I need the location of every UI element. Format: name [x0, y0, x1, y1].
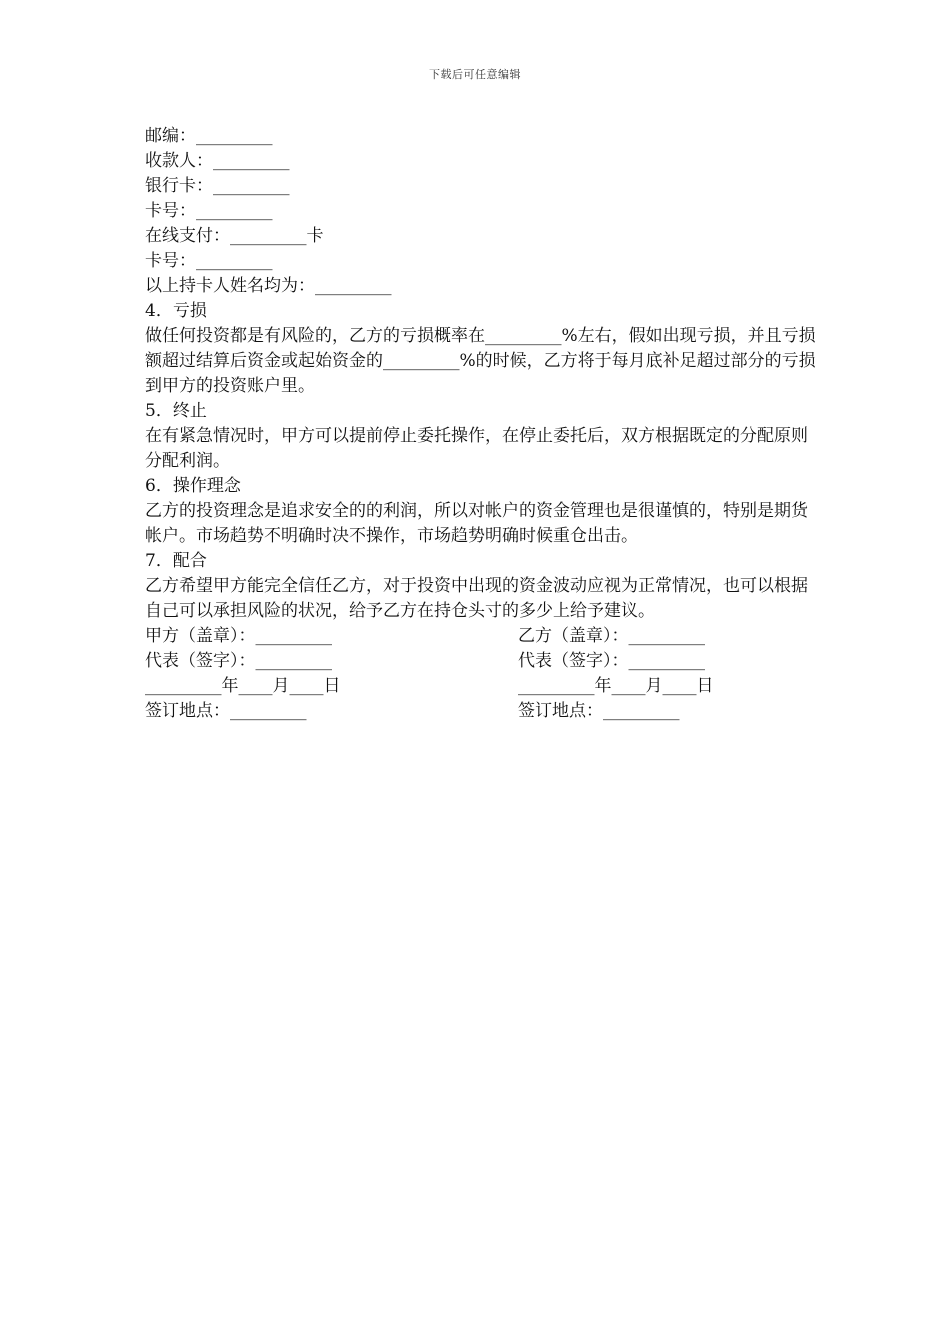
section-title-philosophy: 6．操作理念 [145, 476, 241, 496]
document-body [145, 124, 817, 724]
signature-date-row [145, 674, 817, 699]
section-title-termination: 5．终止 [145, 401, 207, 421]
section-body-philosophy: 乙方的投资理念是追求安全的的利润，所以对帐户的资金管理也是很谨慎的，特别是期货帐户。市场趋势不明确时决不操作，市场趋势明确时候重仓出击。 [145, 501, 808, 546]
signature-rep-row [145, 649, 817, 674]
section-body-termination: 在有紧急情况时，甲方可以提前停止委托操作，在停止委托后，双方根据既定的分配原则分配利润。 [145, 426, 808, 471]
online-payment-field: 在线支付：_________卡 [145, 226, 324, 246]
party-a-rep: 代表（签字）：_________ [145, 651, 332, 671]
signature-seal-row [145, 624, 817, 649]
party-a-seal: 甲方（盖章）：_________ [145, 626, 332, 646]
card-number-field: 卡号：_________ [145, 201, 273, 221]
cardholder-name-field: 以上持卡人姓名均为：_________ [145, 276, 392, 296]
party-b-place: 签订地点：_________ [518, 701, 680, 721]
section-title-loss: 4．亏损 [145, 301, 207, 321]
party-b-rep: 代表（签字）：_________ [518, 651, 705, 671]
payee-field: 收款人：_________ [145, 151, 290, 171]
section-title-cooperation: 7．配合 [145, 551, 207, 571]
party-b-seal: 乙方（盖章）：_________ [518, 626, 705, 646]
card-number-field-2: 卡号：_________ [145, 251, 273, 271]
section-body-loss: 做任何投资都是有风险的，乙方的亏损概率在_________%左右，假如出现亏损，并且亏损额超过结算后资金或起始资金的_________%的时候，乙方将于每月底补足超过部分的亏损到甲方的投资账户里。 [145, 326, 816, 396]
postcode-field: 邮编：_________ [145, 126, 273, 146]
page-header: 下载后可任意编辑 [429, 68, 521, 81]
party-a-date: _________年____月____日 [145, 676, 341, 696]
party-a-place: 签订地点：_________ [145, 701, 307, 721]
party-b-date: _________年____月____日 [518, 676, 714, 696]
signature-place-row [145, 699, 817, 724]
section-body-cooperation: 乙方希望甲方能完全信任乙方，对于投资中出现的资金波动应视为正常情况，也可以根据自己可以承担风险的状况，给予乙方在持仓头寸的多少上给予建议。 [145, 576, 808, 621]
bank-card-field: 银行卡：_________ [145, 176, 290, 196]
